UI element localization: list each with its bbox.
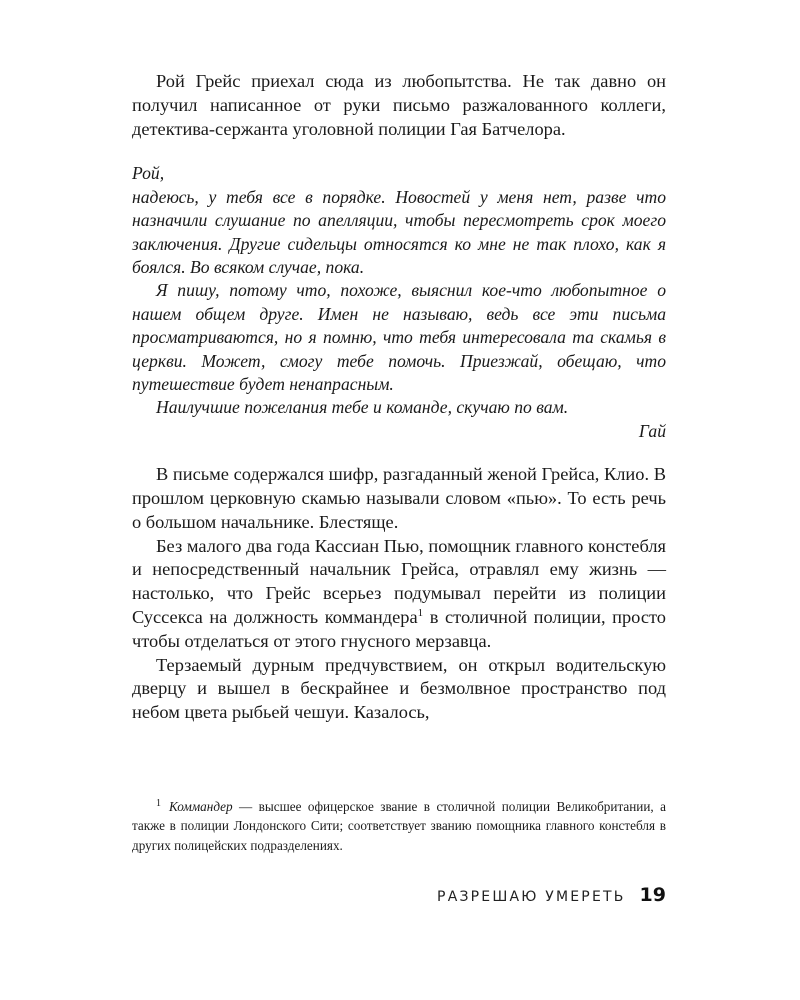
running-footer <box>132 884 666 906</box>
narrative-section <box>132 463 666 725</box>
page-content <box>132 70 666 725</box>
quoted-letter <box>132 162 666 443</box>
paragraph-cipher: В письме содержался шифр, разгаданный женой Грейса, Клио. В прошлом церковную скамью называли словом «пью». То есть речь о большом начальнике. Блестяще. <box>132 464 666 532</box>
letter-paragraph: Я пишу, потому что, похоже, выяснил кое-что любопытное о нашем общем друге. Имен не называю, ведь все эти письма просматриваются, но я помню, что тебя интересовала та скамья в церкви. Может, смогу тебе помочь. Приезжай, обещаю, что путешествие будет ненапрасным. <box>132 280 666 395</box>
paragraph-pugh <box>132 535 666 654</box>
footnote <box>132 797 666 855</box>
letter-paragraph: надеюсь, у тебя все в порядке. Новостей у меня нет, разве что назначили слушание по апелляции, чтобы пересмотреть срок моего заключения. Другие сидельцы относятся ко мне не так плохо, как я боялся. Во всяком случае, пока. <box>132 186 666 278</box>
footnote-reference[interactable]: 1 <box>417 606 424 619</box>
footnote-text: — высшее офицерское звание в столичной полиции Великобритании, а также в полиции Лондонского Сити; соответствует званию помощника главного констебля в других полицейских подразделениях. <box>132 799 666 853</box>
paragraph-text: в столичной полиции, просто чтобы отделаться от этого гнусного мерзавца. <box>132 607 666 651</box>
paragraph-text: Без малого два года Кассиан Пью, помощник главного констебля и непосредственный начальник Грейса, отравлял ему жизнь — настолько, что Грейс всерьез подумывал перейти из полиции Суссекса на должность коммандера <box>132 535 666 628</box>
paragraph-intro: Рой Грейс приехал сюда из любопытства. Не так давно он получил написанное от руки письмо разжалованного коллеги, детектива-сержанта уголовной полиции Гая Батчелора. <box>132 71 666 139</box>
footnote-term: Коммандер <box>169 799 233 814</box>
book-title: РАЗРЕШАЮ УМЕРЕТЬ <box>437 889 626 905</box>
paragraph-door: Терзаемый дурным предчувствием, он открыл водительскую дверцу и вышел в бескрайнее и безмолвное пространство под небом цвета рыбьей чешуи. Казалось, <box>132 654 666 723</box>
footnote-mark: 1 <box>156 797 161 809</box>
page-number: 19 <box>639 884 666 906</box>
letter-signature: Гай <box>638 420 666 441</box>
letter-closing: Наилучшие пожелания тебе и команде, скучаю по вам. <box>156 397 569 418</box>
letter-salutation: Рой, <box>132 163 165 184</box>
